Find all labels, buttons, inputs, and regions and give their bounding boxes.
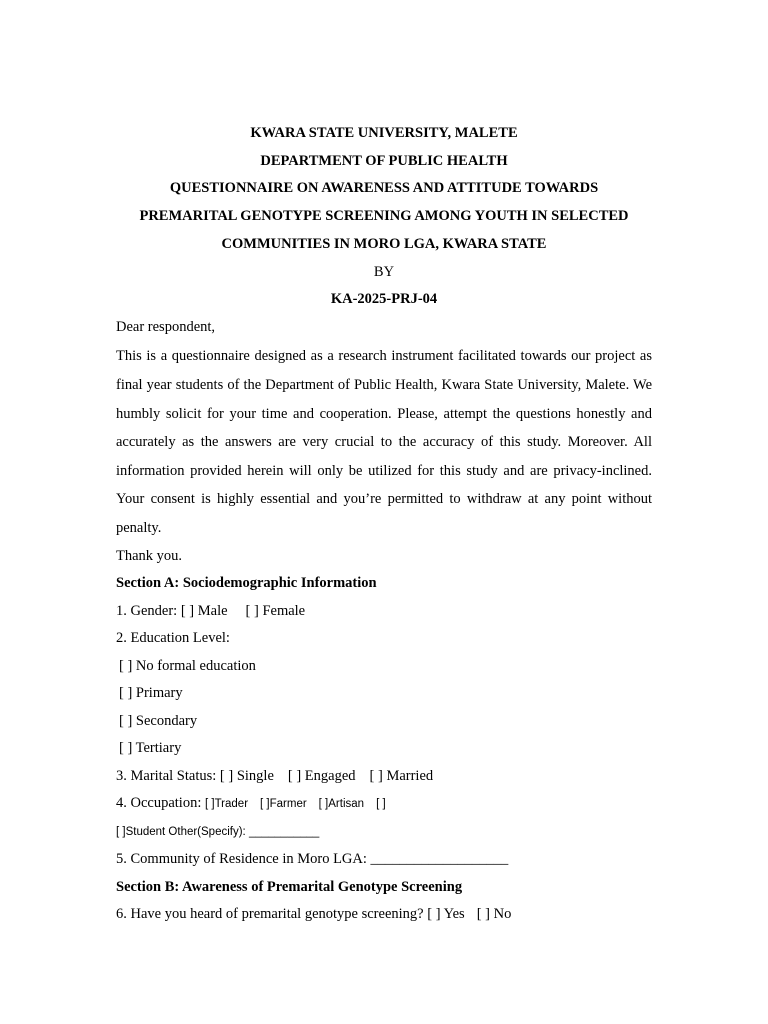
education-option-none[interactable]: [ ] No formal education bbox=[119, 657, 256, 674]
occupation-option-trader[interactable]: [ ]Trader bbox=[205, 798, 249, 811]
occupation-option-farmer[interactable]: [ ]Farmer bbox=[260, 798, 307, 811]
intro-paragraph: This is a questionnaire designed as a research instrument facilitated towards our project as final year students of the Department of Public Health, Kwara State University, Malete. We humbly solicit for your time and cooperation. Please, attempt the questions honestly and accurately as the answers are very crucial to the accuracy of this study. Moreover. All information provided herein will only be utilized for this study and are privacy-inclined. Your consent is highly essential and you’re permitted to withdraw at any point without penalty. bbox=[116, 348, 652, 536]
marital-option-married[interactable]: [ ] Married bbox=[369, 767, 434, 784]
occupation-student-other[interactable]: [ ]Student Other(Specify): ___________ bbox=[116, 825, 320, 838]
question-community[interactable]: 5. Community of Residence in Moro LGA: ___________________ bbox=[116, 851, 509, 868]
closing: Thank you. bbox=[116, 547, 183, 564]
marital-option-single[interactable]: [ ] Single bbox=[219, 767, 274, 784]
by-label: BY bbox=[373, 263, 395, 280]
title-line-1: QUESTIONNAIRE ON AWARENESS AND ATTITUDE TOWARDS bbox=[169, 180, 599, 197]
title-line-3: COMMUNITIES IN MORO LGA, KWARA STATE bbox=[221, 235, 547, 252]
occupation-label: 4. Occupation: bbox=[116, 795, 205, 812]
education-option-tertiary[interactable]: [ ] Tertiary bbox=[119, 740, 182, 757]
project-code: KA-2025-PRJ-04 bbox=[330, 291, 438, 308]
salutation: Dear respondent, bbox=[116, 318, 216, 335]
heard-screening-label: 6. Have you heard of premarital genotype screening? bbox=[116, 906, 428, 923]
heard-option-yes[interactable]: [ ] Yes bbox=[427, 906, 465, 923]
university-name: KWARA STATE UNIVERSITY, MALETE bbox=[250, 125, 518, 141]
occupation-option-blank[interactable]: [ ] bbox=[376, 798, 386, 811]
marital-option-engaged[interactable]: [ ] Engaged bbox=[287, 767, 356, 784]
education-option-secondary[interactable]: [ ] Secondary bbox=[119, 712, 198, 729]
question-gender bbox=[116, 598, 652, 626]
question-education-label: 2. Education Level: bbox=[116, 630, 230, 647]
questionnaire-page bbox=[116, 120, 652, 929]
gender-option-female[interactable]: [ ] Female bbox=[245, 602, 306, 619]
section-b-heading: Section B: Awareness of Premarital Genotype Screening bbox=[116, 878, 463, 895]
department-name: DEPARTMENT OF PUBLIC HEALTH bbox=[260, 152, 508, 169]
question-marital-status bbox=[116, 763, 652, 791]
question-occupation bbox=[116, 790, 652, 819]
gender-option-male[interactable]: [ ] Male bbox=[180, 602, 228, 619]
section-a-heading: Section A: Sociodemographic Information bbox=[116, 575, 377, 592]
title-line-2: PREMARITAL GENOTYPE SCREENING AMONG YOUTH IN SELECTED bbox=[139, 208, 629, 225]
heard-option-no[interactable]: [ ] No bbox=[476, 906, 512, 923]
gender-label: 1. Gender: bbox=[116, 602, 181, 619]
marital-label: 3. Marital Status: bbox=[116, 767, 220, 784]
occupation-option-artisan[interactable]: [ ]Artisan bbox=[318, 798, 365, 811]
question-heard-screening bbox=[116, 901, 652, 929]
education-option-primary[interactable]: [ ] Primary bbox=[119, 685, 183, 702]
